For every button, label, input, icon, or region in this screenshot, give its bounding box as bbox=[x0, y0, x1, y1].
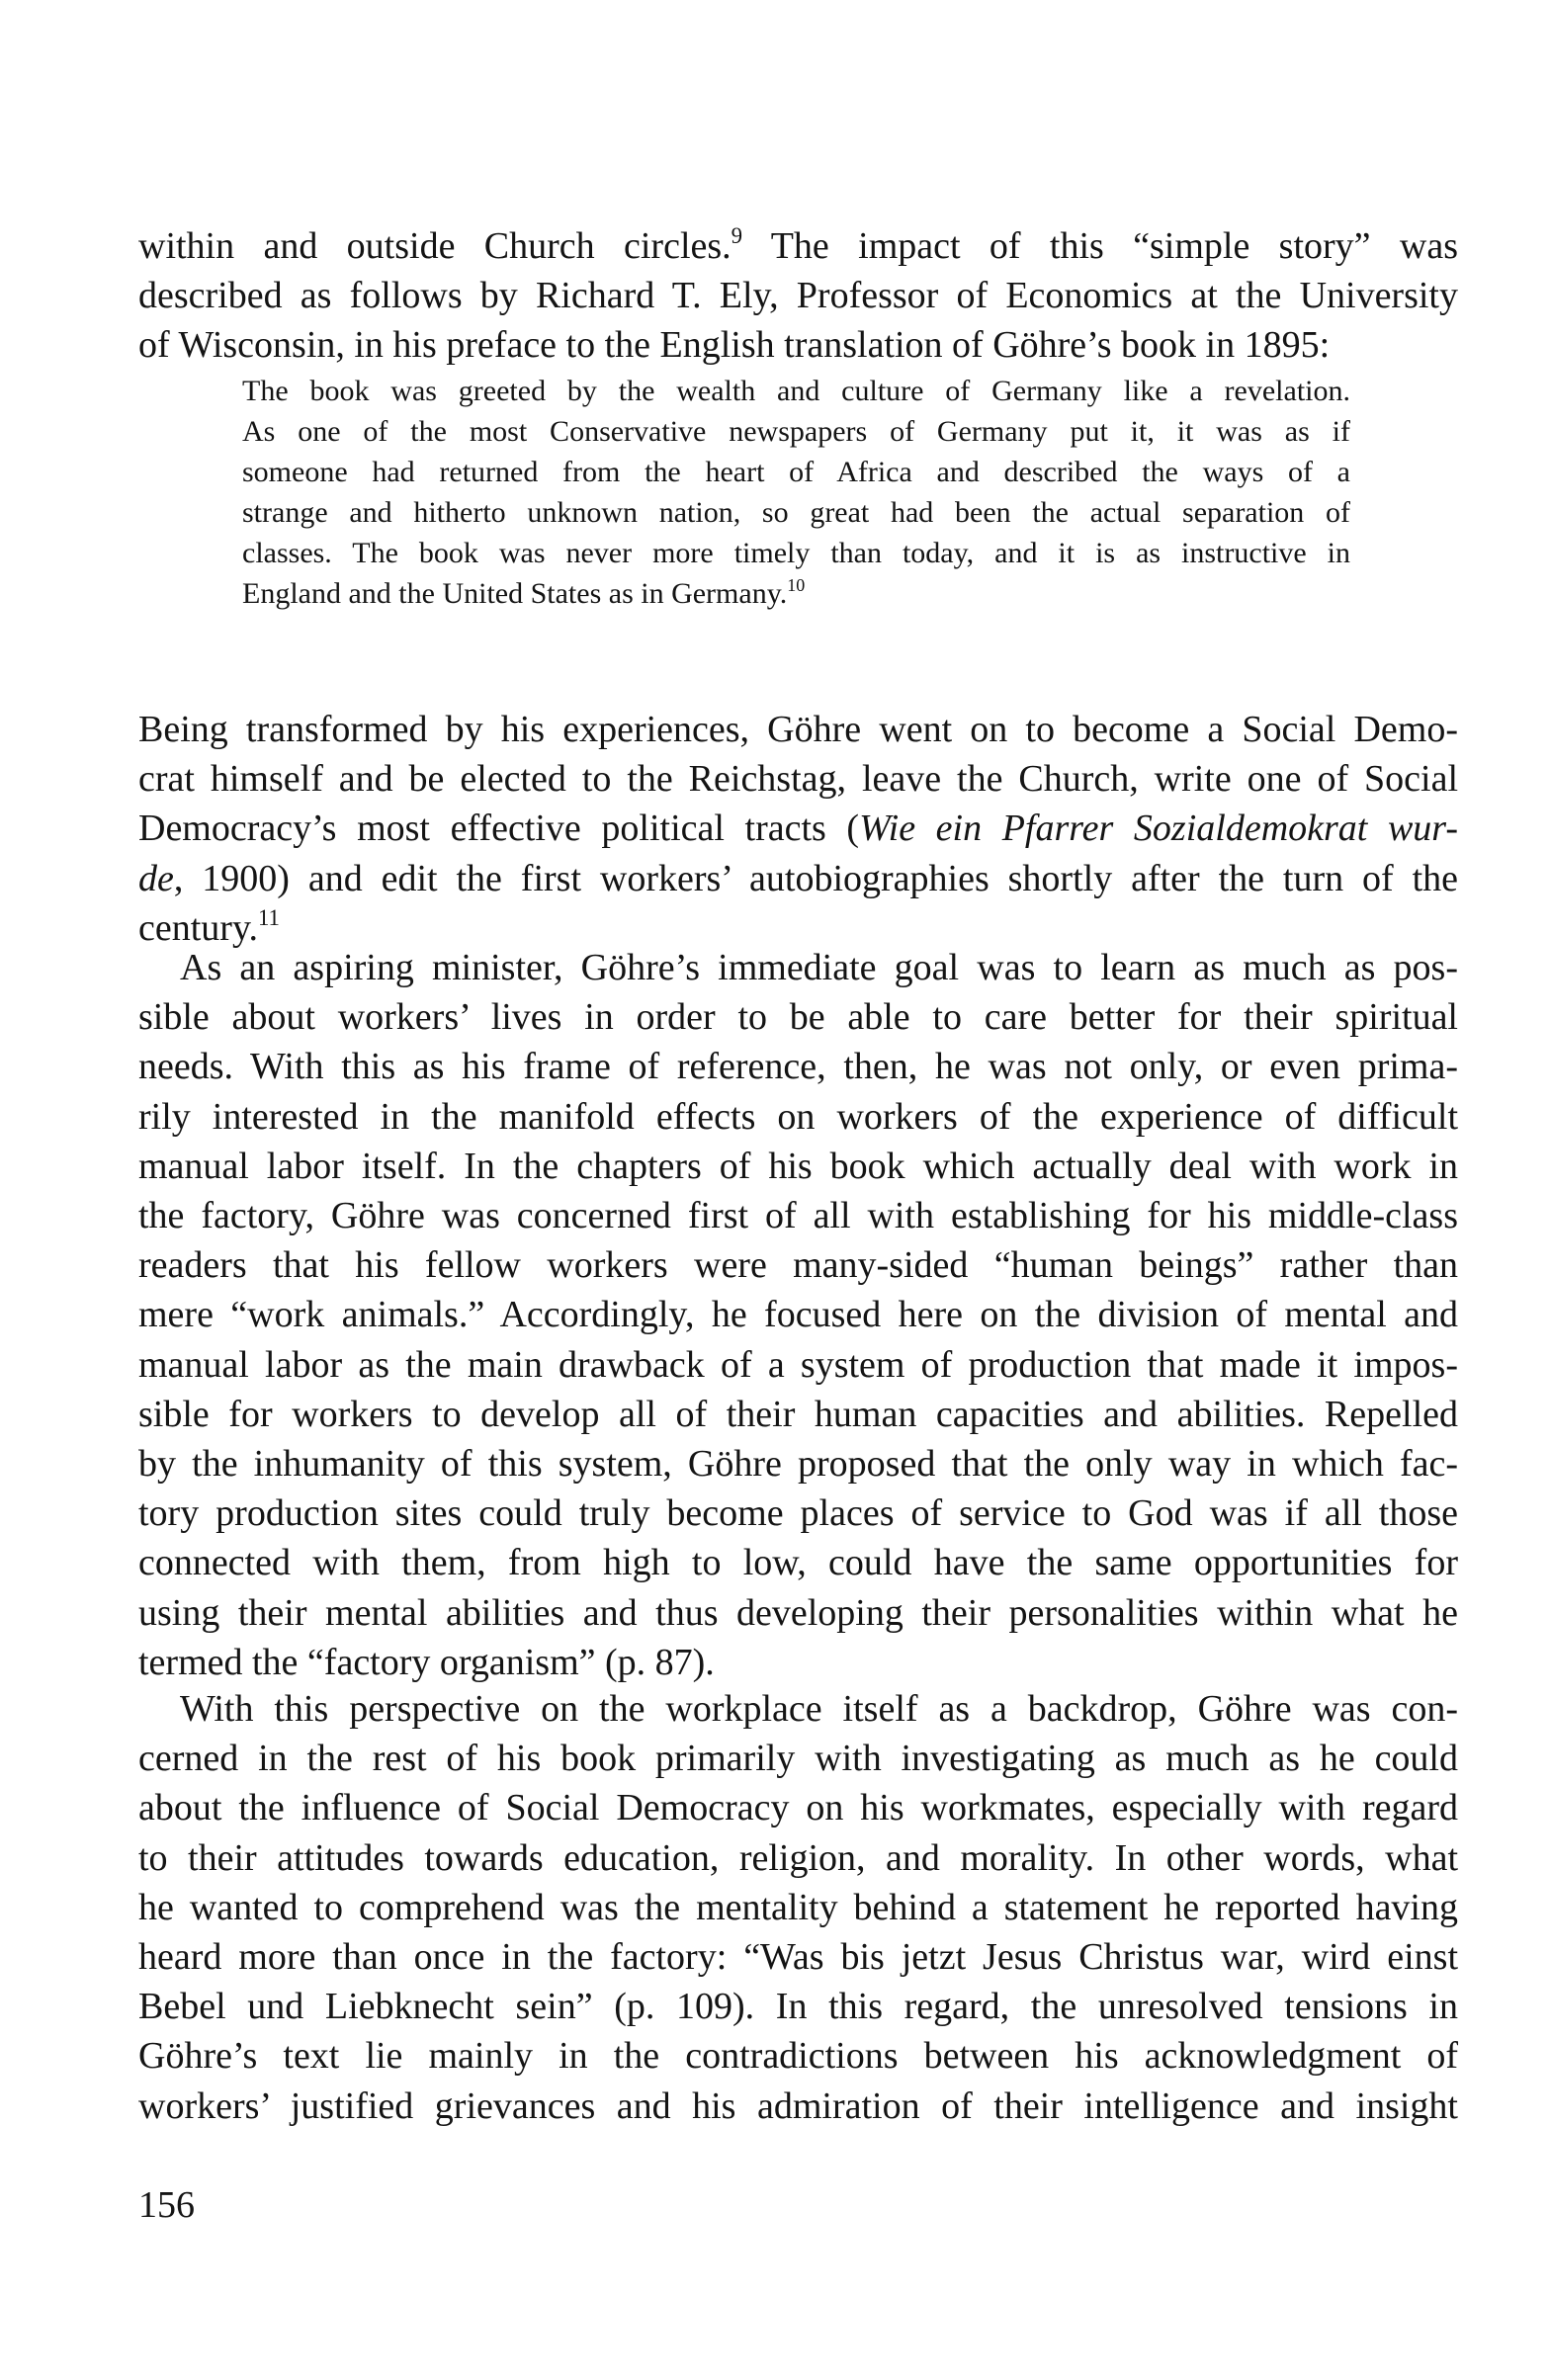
text-line: mere “work animals.” Accordingly, he focused here on the division of mental and bbox=[138, 1294, 1458, 1336]
quote-line: As one of the most Conservative newspapers of Germany put it, it was as if bbox=[242, 415, 1350, 448]
text-line: Göhre’s text lie mainly in the contradictions between his acknowledgment of bbox=[138, 2035, 1458, 2078]
book-title-italic: Wie ein Pfarrer Sozialdemokrat wur- bbox=[859, 808, 1458, 850]
text-line: With this perspective on the workplace itself as a backdrop, Göhre was con- bbox=[180, 1688, 1458, 1730]
text-line: sible about workers’ lives in order to be able to care better for their spiritual bbox=[138, 996, 1458, 1039]
text-line: about the influence of Social Democracy on his workmates, especially with regard bbox=[138, 1787, 1458, 1829]
quote-line: strange and hitherto unknown nation, so great had been the actual separation of bbox=[242, 496, 1350, 529]
text-line: connected with them, from high to low, could have the same opportunities for bbox=[138, 1542, 1458, 1584]
quote-line: classes. The book was never more timely than today, and it is as instructive in bbox=[242, 537, 1350, 569]
text-line: workers’ justified grievances and his admiration of their intelligence and insight bbox=[138, 2084, 1458, 2127]
text-line: tory production sites could truly become places of service to God was if all those bbox=[138, 1492, 1458, 1535]
text-line: manual labor itself. In the chapters of his book which actually deal with work in bbox=[138, 1145, 1458, 1187]
text-line: termed the “factory organism” (p. 87). bbox=[138, 1641, 715, 1683]
text-line: century.$^{11}$ bbox=[138, 905, 280, 949]
book-title-italic: de bbox=[138, 857, 174, 899]
text-line: Bebel und Liebknecht sein” (p. 109). In this regard, the unresolved tensions in bbox=[138, 1986, 1458, 2028]
paragraph-transformation bbox=[138, 705, 1458, 953]
text-line: cerned in the rest of his book primarily with investigating as much as he could bbox=[138, 1738, 1458, 1780]
paragraph-minister-goal bbox=[138, 943, 1458, 1687]
text-line: As an aspiring minister, Göhre’s immediate goal was to learn as much as pos- bbox=[180, 947, 1458, 988]
footnote-ref-11: 11 bbox=[257, 905, 280, 931]
paragraph-social-democracy bbox=[138, 1684, 1458, 2131]
text-line: heard more than once in the factory: “Was bis jetzt Jesus Christus war, wird einst bbox=[138, 1936, 1458, 1979]
paragraph-intro bbox=[138, 221, 1458, 371]
text-line: readers that his fellow workers were many-sided “human beings” rather than bbox=[138, 1244, 1458, 1287]
block-quote bbox=[242, 371, 1350, 614]
text-line: Democracy’s most effective political tracts (Wie ein Pfarrer Sozialdemokrat wur- bbox=[138, 808, 1458, 850]
quote-line: someone had returned from the heart of Africa and described the ways of a bbox=[242, 456, 1350, 488]
text-line: by the inhumanity of this system, Göhre proposed that the only way in which fac- bbox=[138, 1443, 1458, 1486]
text-line: sible for workers to develop all of their human capacities and abilities. Repelled bbox=[138, 1393, 1458, 1435]
text-line: manual labor as the main drawback of a system of production that made it impos- bbox=[138, 1343, 1458, 1386]
footnote-ref-10: 10 bbox=[787, 575, 806, 596]
text-line: within and outside Church circles.$^9$ The impact of this “simple story” was bbox=[138, 223, 1458, 267]
page-number: 156 bbox=[138, 2184, 195, 2226]
text-line: Being transformed by his experiences, Göhre went on to become a Social Demo- bbox=[138, 709, 1458, 750]
footnote-ref-9: 9 bbox=[731, 223, 743, 249]
text-line: using their mental abilities and thus developing their personalities within what he bbox=[138, 1591, 1458, 1634]
text-line: to their attitudes towards education, religion, and morality. In other words, what bbox=[138, 1836, 1458, 1879]
quote-line: England and the United States as in Germany.$^{10}$ bbox=[242, 575, 806, 610]
text-line: needs. With this as his frame of reference, then, he was not only, or even prima- bbox=[138, 1046, 1458, 1088]
text-line: of Wisconsin, in his preface to the English translation of Göhre’s book in 1895: bbox=[138, 324, 1331, 367]
text-line: the factory, Göhre was concerned first of all with establishing for his middle-class bbox=[138, 1195, 1458, 1237]
quote-line: The book was greeted by the wealth and culture of Germany like a revelation. bbox=[242, 375, 1350, 407]
text-line: described as follows by Richard T. Ely, Professor of Economics at the University bbox=[138, 275, 1458, 317]
text-line: he wanted to comprehend was the mentality behind a statement he reported having bbox=[138, 1886, 1458, 1928]
text-line: de, 1900) and edit the first workers’ autobiographies shortly after the turn of the bbox=[138, 857, 1458, 899]
text-line: crat himself and be elected to the Reichstag, leave the Church, write one of Social bbox=[138, 758, 1458, 801]
text-line: rily interested in the manifold effects on workers of the experience of difficult bbox=[138, 1095, 1458, 1138]
